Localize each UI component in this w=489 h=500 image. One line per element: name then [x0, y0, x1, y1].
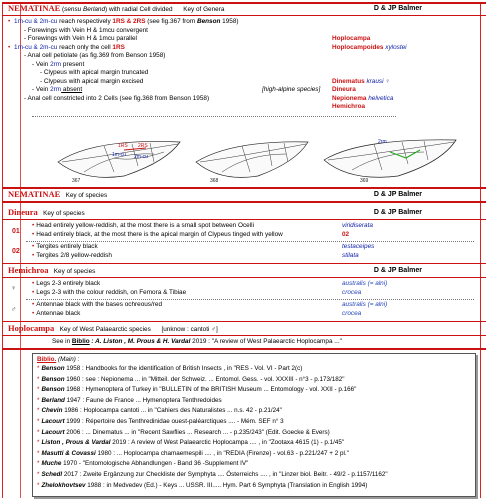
- genera-line-7: - Clypeus with apical margin truncated: [40, 69, 149, 76]
- genera-key-header: NEMATINAE (sensu Berland) with radial Cell divided Key of Genera D & JP Balmer: [8, 3, 422, 13]
- biblio-text: 2019 : A review of West Palaearctic Hoplocampa .... , in "Zootaxa 4615 (1) - p.1/45": [110, 439, 345, 447]
- hemichroa-c1-b: • Legs 2-3 with the colour reddish, on Femora & Tibiae: [32, 289, 186, 297]
- label-1rs: 1RS: [118, 143, 128, 149]
- unknow-note: [unknow : cantoti ♂]: [161, 326, 218, 333]
- label-2rm: 2rm: [378, 139, 387, 145]
- result-australis-f: australis (= alni): [342, 280, 388, 287]
- biblio-author: Muche: [41, 460, 62, 468]
- biblio-text: 1986 : Hoplocampa cantoti ... in "Cahiers des Naturalistes ... n.s. 42 - p.21/24": [62, 407, 282, 415]
- biblio-entry: [37, 407, 282, 416]
- label-369: 369: [360, 178, 369, 184]
- biblio-text: 1968 : Hymenoptera of Turkey in "BULLETIN of the BRITISH Museum ... Entomology - vol. XXII - p.166": [64, 386, 357, 394]
- biblio-author: Benson: [41, 365, 65, 372]
- dineura-c1-a: • Head entirely yellow-reddish, at the most there is a small spot between Ocelli: [32, 222, 254, 230]
- hemichroa-rule-top: [2, 263, 486, 264]
- hemichroa-c1-a: • Legs 2-3 entirely black: [32, 280, 100, 288]
- genera-line-5: - Anal cell petiolate (as fig.369 from Benson 1958): [24, 52, 166, 59]
- genera-line-8: - Clypeus with apical margin excised: [40, 77, 144, 85]
- bullet-star-icon: *: [37, 439, 40, 447]
- key-document: [2, 2, 486, 498]
- hemichroa-c2-a: • Antennae black with the bases ochreous/red: [32, 301, 162, 309]
- female-symbol: ♀: [11, 285, 17, 292]
- biblio-author: Masutti & Covassi: [41, 449, 96, 457]
- biblio-entry: [37, 460, 248, 469]
- biblio-entry: [37, 418, 284, 427]
- biblio-entry: [37, 482, 367, 491]
- result-goto-02[interactable]: 02: [342, 230, 350, 238]
- bullet-star-icon: *: [37, 375, 40, 383]
- result-dinematus: Dinematus krausi ♀: [332, 77, 391, 85]
- biblio-entry: [37, 429, 330, 438]
- biblio-author: Chevin: [41, 407, 63, 415]
- biblio-text: 1999 : Répertoire des Tenthredinidae ouest-paléarctiques .... - Mém. SEF n° 3: [64, 418, 284, 425]
- hemichroa-rule: [2, 277, 486, 278]
- biblio-entry: [37, 439, 344, 448]
- hoplocampa-see-biblio: See in Biblio : A. Liston , M. Prous & H. Vardal 2019 : "A review of West Palaearctic Hoplocampa ...": [52, 338, 342, 345]
- hemichroa-c2-b: • Antennae black: [32, 310, 80, 318]
- biblio-text: 1980 : ... Hoplocampa chamaemespili .... , in "REDIA (Firenze) - vol.63 - p.221/247 + 2 pl.": [95, 449, 349, 457]
- result-crocea-f: crocea: [342, 288, 362, 296]
- bullet-star-icon: *: [37, 386, 40, 394]
- right-border-line: [480, 2, 481, 498]
- authors-label: D & JP Balmer: [373, 5, 422, 12]
- result-testaceipes: testaceipes: [342, 243, 375, 250]
- biblio-text: 2017 : Zweite Ergänzung zur Checkliste der Symphyta .... Österreichs .... , in "Linzer biol. Beitr. - 49/2 - p.1157/1162": [62, 471, 388, 478]
- header-rule: [2, 15, 486, 16]
- genera-line-4: • 1m-cu & 2m-cu reach only the cell 1RS: [8, 44, 125, 52]
- biblio-author: Schedl: [41, 471, 63, 478]
- family-title: NEMATINAE: [8, 3, 61, 13]
- dineura-c1-b: • Head entirely black, at the most there is the apical margin of Clypeus tinged with yellow: [32, 231, 283, 239]
- result-crocea-m: crocea: [342, 309, 362, 317]
- biblio-text: 1947 : Faune de France ... Hymenoptera Tenthredoides: [64, 396, 222, 404]
- genera-key-title: Key of Genera: [183, 6, 225, 13]
- hoplocampa-header: Hoplocampa Key of West Palaearctic species [unknow : cantoti ♂]: [8, 323, 218, 333]
- bullet-star-icon: *: [37, 428, 40, 436]
- hemichroa-header: Hemichroa Key of species D & JP Balmer: [8, 265, 422, 275]
- bullet-star-icon: *: [37, 418, 40, 425]
- species-key-header: NEMATINAE Key of species D & JP Balmer: [8, 189, 422, 199]
- hemichroa-sep: [26, 299, 474, 300]
- result-hemichroa: Hemichroa: [332, 103, 366, 110]
- result-stilata: stilata: [342, 251, 359, 259]
- genera-line-2: - Forewings with Vein H & 1mcu convergent: [24, 26, 148, 34]
- left-margin-line: [20, 2, 21, 498]
- dineura-c2-a: • Tergites entirely black: [32, 243, 98, 251]
- biblio-text: 1958 : Handbooks for the identification of British Insects , in "RES - Vol. VI - Part 2(c): [64, 365, 303, 372]
- biblio-text: 2006 : ... Dinematus ... in "Recent Sawflies ... Research ... - p.235/243" (Edit. Goecke & Evers): [64, 428, 330, 436]
- biblio-text: 1960 : see : Nepionema ... in "Mitteil. der Schweiz. ... Entomol. Gess. - vol. XXXIII - n°3 - p.173/182": [64, 375, 345, 383]
- biblio-entry: [37, 397, 222, 406]
- biblio-entry: [37, 365, 302, 374]
- bullet-star-icon: *: [37, 365, 40, 372]
- biblio-author: Lacourt: [41, 418, 65, 425]
- biblio-author: Berland: [41, 396, 65, 404]
- male-symbol: ♂: [11, 306, 17, 313]
- result-hoplocampa: Hoplocampa: [332, 35, 371, 42]
- genera-line-6: - Vein 2rm present: [32, 60, 85, 68]
- couplet-01: 01: [12, 228, 20, 235]
- label-368: 368: [210, 178, 219, 184]
- left-border-line: [2, 2, 3, 498]
- genera-line-3: - Forewings with Vein H & 1mcu parallel: [24, 35, 137, 42]
- biblio-author: Benson: [41, 386, 65, 394]
- dotted-separator: [32, 116, 396, 117]
- species-rule-bottom: [2, 201, 486, 203]
- biblio-author: Zhelokhovtsev: [41, 481, 86, 489]
- biblio-author: Liston , Prous & Vardal: [41, 439, 111, 447]
- biblio-entry: [37, 450, 349, 459]
- bullet-star-icon: *: [37, 407, 40, 415]
- wing-figure-369: [320, 132, 460, 184]
- result-australis-m: australis (= alni): [342, 301, 388, 308]
- dineura-sep: [26, 241, 474, 242]
- result-nepionema: Nepionema helvetica: [332, 94, 394, 102]
- sensu-label: sensu Berland: [64, 6, 106, 13]
- biblio-rule-top: [2, 348, 486, 350]
- biblio-text: 1970 - "Entomologische Abhandlungen - Band 36 -Supplement IV": [61, 460, 249, 468]
- wing-figure-368: [192, 132, 312, 184]
- genera-subtitle: with radial Cell divided: [108, 6, 173, 13]
- biblio-text: 1988 : in Medvedev (Ed.) - Keys ... USSR. III..... Hym. Part 6 Symphyta (Translation in English 1994): [85, 481, 368, 489]
- genera-line-10: - Anal cell constricted into 2 Cells (see fig.368 from Benson 1958): [24, 94, 210, 102]
- hoplocampa-rule-top: [2, 321, 486, 322]
- dineura-rule: [2, 219, 486, 220]
- biblio-author: Lacourt: [41, 428, 65, 436]
- label-2mcu: 2m-cu: [134, 154, 148, 160]
- wing-figure-367: [54, 132, 184, 184]
- biblio-entry: [37, 471, 388, 480]
- dineura-header: Dineura Key of species D & JP Balmer: [8, 207, 422, 217]
- couplet-02: 02: [12, 248, 20, 255]
- biblio-title: Biblio. (Main) :: [37, 356, 80, 363]
- hoplocampa-rule: [2, 335, 486, 336]
- dineura-c2-b: • Tergites 2/8 yellow-reddish: [32, 252, 112, 260]
- result-viridiserata: viridiserata: [342, 222, 373, 229]
- bullet-star-icon: *: [37, 460, 40, 468]
- biblio-author: Benson: [41, 375, 65, 383]
- bullet-star-icon: *: [37, 471, 40, 478]
- bullet-star-icon: *: [37, 396, 40, 404]
- label-1mcu: 1m-cu: [112, 152, 126, 158]
- result-hoplocampoides: Hoplocampoides xylostei: [332, 43, 407, 51]
- genera-line-9: - Vein 2rm absent [high-alpine species]: [32, 86, 321, 93]
- label-367: 367: [72, 178, 81, 184]
- biblio-entry: [37, 386, 356, 395]
- result-dineura: Dineura: [332, 86, 356, 93]
- biblio-box: [32, 353, 476, 497]
- genera-line-1: • 1m-cu & 2m-cu reach respectively 1RS & 2RS (see fig.367 from Benson 1958): [8, 18, 239, 26]
- biblio-entry: [37, 376, 345, 385]
- label-2rs: 2RS: [138, 143, 148, 149]
- bullet-star-icon: *: [37, 449, 40, 457]
- bullet-star-icon: *: [37, 481, 40, 489]
